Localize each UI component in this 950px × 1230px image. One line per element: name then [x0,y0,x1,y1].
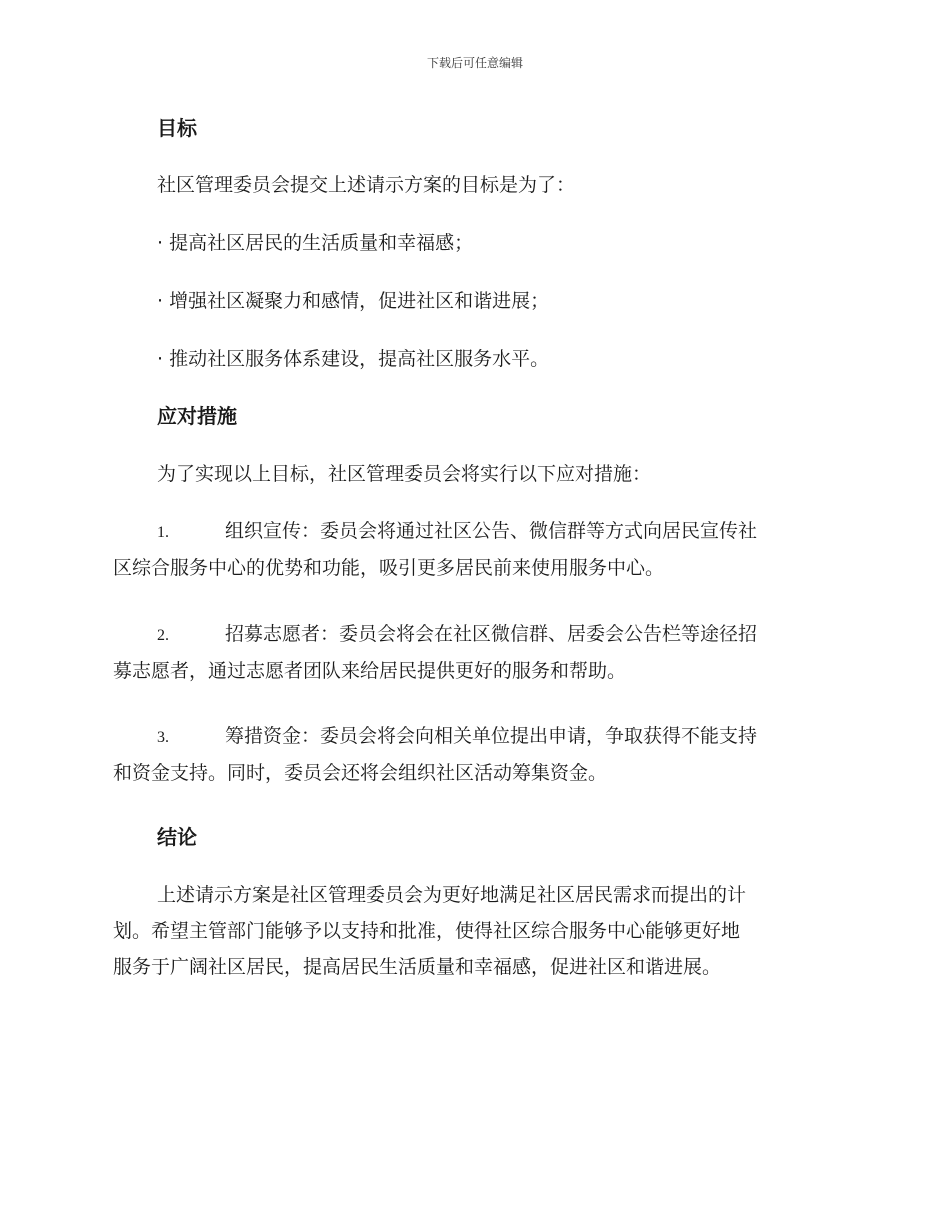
measure-item-1 [113,517,833,583]
section-title-conclusion: 结论 [157,825,197,849]
list-number: 3. [157,729,169,746]
measure-text-line2: 募志愿者，通过志愿者团队来给居民提供更好的服务和帮助。 [113,660,627,682]
measure-item-2 [113,620,833,686]
list-number: 1. [157,524,169,541]
measure-text-line1: 组织宣传：委员会将通过社区公告、微信群等方式向居民宣传社 [225,520,758,542]
goal-intro: 社区管理委员会提交上述请示方案的目标是为了： [157,174,576,196]
measure-text-line2: 和资金支持。同时，委员会还将会组织社区活动筹集资金。 [113,762,608,784]
section-title-goal: 目标 [157,116,197,140]
conclusion-line: 划。希望主管部门能够予以支持和批准，使得社区综合服务中心能够更好地 [113,920,741,942]
list-number: 2. [157,627,169,644]
measure-text-line2: 区综合服务中心的优势和功能，吸引更多居民前来使用服务中心。 [113,557,665,579]
measure-text-line1: 招募志愿者：委员会将会在社区微信群、居委会公告栏等途径招 [225,623,758,645]
goal-bullet-3: · 推动社区服务体系建设，提高社区服务水平。 [157,348,550,370]
measure-text-line1: 筹措资金：委员会将会向相关单位提出申请，争取获得不能支持 [225,725,758,747]
goal-bullet-1: · 提高社区居民的生活质量和幸福感； [157,232,474,254]
conclusion-line: 服务于广阔社区居民，提高居民生活质量和幸福感，促进社区和谐进展。 [113,956,722,978]
measure-item-3 [113,722,833,788]
measures-intro: 为了实现以上目标，社区管理委员会将实行以下应对措施： [157,463,652,485]
section-title-measures: 应对措施 [157,404,237,428]
goal-bullet-2: · 增强社区凝聚力和感情，促进社区和谐进展； [157,290,550,312]
header-note: 下载后可任意编辑 [426,56,523,70]
conclusion-line: 上述请示方案是社区管理委员会为更好地满足社区居民需求而提出的计 [157,884,747,906]
conclusion-paragraph [113,881,833,982]
